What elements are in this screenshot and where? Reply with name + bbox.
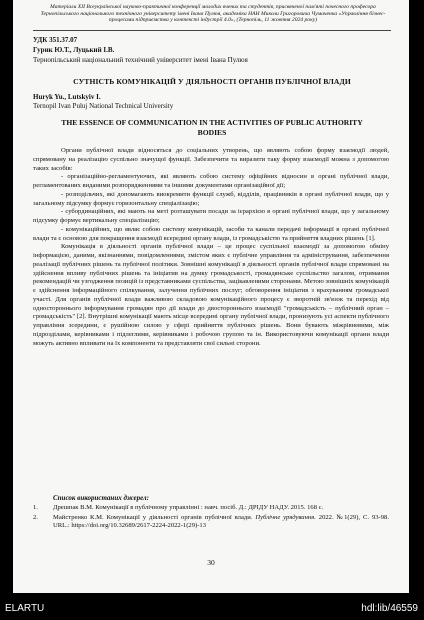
reference-main: Майстренко К.М. Комунікації у діяльності органів публічної влади. [53, 513, 253, 521]
conference-header: Матеріали XII Всеукраїнської науково-практичної конференції молодих вчених та студентів, присвяченої пам'яті почесного професора Тернопільського національного технічного університету імені Івана Пулюя, академіка НАН Миколи Григоровича Чумаченка «Управління бізнес-процесами підприємства у контексті індустрії 4.0», (Тернопіль, 11 жовтня 2024 року) [40, 4, 386, 24]
paragraph: - організаційно-регламентуючих, які являють собою систему офіційних відносин в органі публічної влади, регламентованих виданими розпорядженнями та іншими документами організаційної дії; [33, 173, 389, 189]
reference-text [53, 514, 389, 531]
reference-text: Дрешпак В.М. Комунікації в публічному управлінні : навч. посіб. Д.: ДРІДУ НАДУ. 2015. 168 с. [53, 504, 324, 511]
authors-ua: Гурик Ю.Т., Луцький І.В. [33, 46, 115, 54]
header-divider [33, 30, 391, 31]
footer-handle-label: hdl:lib/46559 [361, 603, 418, 614]
references-list [33, 504, 389, 532]
paragraph: - комунікаційних, що являє собою систему комунікацій, засоби та канали передачі інформації в органі публічної влади та є основою для покращення взаємодії всередині органу влади, із громадськістю та прийняття владних рішень [1]. [33, 225, 389, 242]
paragraph: Комунікація в діяльності органів публічної влади – це процес суспільної взаємодії за допомогою обміну інформацією, даними, якізнаннями, повідомленнями, змістом яких є публічне управління та адміністрування, забезпечення реалізації публічних рішень та публічної політики. Зовнішні комунікації в діяльності органів публічної влади спрямовані на здійснення впливу публічних рішень та ініціатив на думку громадськості, громадянське суспільство загалом, отримання рекомендацій чи узгодження позицій із представниками суспільства, зацікавленими сторонами. Метою зовнішніх комунікацій є здійснення інформаційного спілкування, залучення публічних послуг; обговорення ініціатив з врахуванням громадської участі. Для органів публічної влади важливою складовою комунікаційного процесу є зворотній зв'язок та перехід від одностороннього інформування громадян про дії влади до двостороннього взаємодії "громадськість – публічний орган – громадськість" [2]. Внутрішні комунікації мають місце всередині органу публічної влади, пронизують усі аспекти публічного управління зсередини, є рушійною силою у сфері прийняття публічних рішень. Вони бувають міжрівневими, між підрозділами, керівниками і підлеглими, керівниками і робочою групою та ін. Використовуючи комунікації органи влади можуть активно впливати на їх компоненти та представляти свої сильні сторони. [33, 243, 389, 347]
affiliation-ua: Тернопільський національний технічний університет імені Івана Пулюя [33, 56, 248, 64]
footer-source-label: ELARTU [5, 603, 45, 614]
affiliation-en: Ternopil Ivan Puluj National Technical University [33, 102, 174, 110]
title-en: THE ESSENCE OF COMMUNICATION IN THE ACTIVITIES OF PUBLIC AUTHORITY BODIES [61, 118, 363, 137]
document-page [13, 0, 409, 593]
references-title: Список використаних джерел: [53, 494, 149, 502]
body-text [33, 147, 389, 348]
reference-journal: Публічне урядування. [255, 513, 316, 521]
paragraph: - субординаційних, які мають на меті розташувати посади за ієрархією в органі публічної влади, що у загальному підсумку формує вертикальну спеціалізацію; [33, 208, 389, 224]
paragraph: Органи публічної влади відносяться до соціальних утворень, що являють собою форму взаємодії людей, спрямовану на реалізацію суспільно значущої функції. Забезпечити та виразити таку форму взаємодії можна з допомогою таких засобів: [33, 147, 389, 172]
reference-item [33, 514, 389, 531]
authors-en: Huryk Yu., Lutskyiv I. [33, 93, 101, 101]
reference-number: 1. [33, 504, 38, 511]
page-number: 30 [207, 558, 215, 567]
reference-details: 2022. №1(29), С. 93-98. URL.: https://doi.org/10.32689/2617-2224-2022-1(29)-13 [53, 513, 389, 530]
paragraph: - розподільчих, які допомагають виокремити функції служб, відділів, працівників в органі публічної влади, що у загальному підсумку формує горизонтальну спеціалізацію; [33, 190, 389, 207]
reference-item [33, 504, 389, 513]
reference-number: 2. [33, 513, 38, 521]
udk-code: УДК 351.37.07 [33, 36, 78, 44]
title-ua: СУТНІСТЬ КОМУНІКАЦІЙ У ДІЯЛЬНОСТІ ОРГАНІВ ПУБЛІЧНОЇ ВЛАДИ [73, 77, 351, 86]
